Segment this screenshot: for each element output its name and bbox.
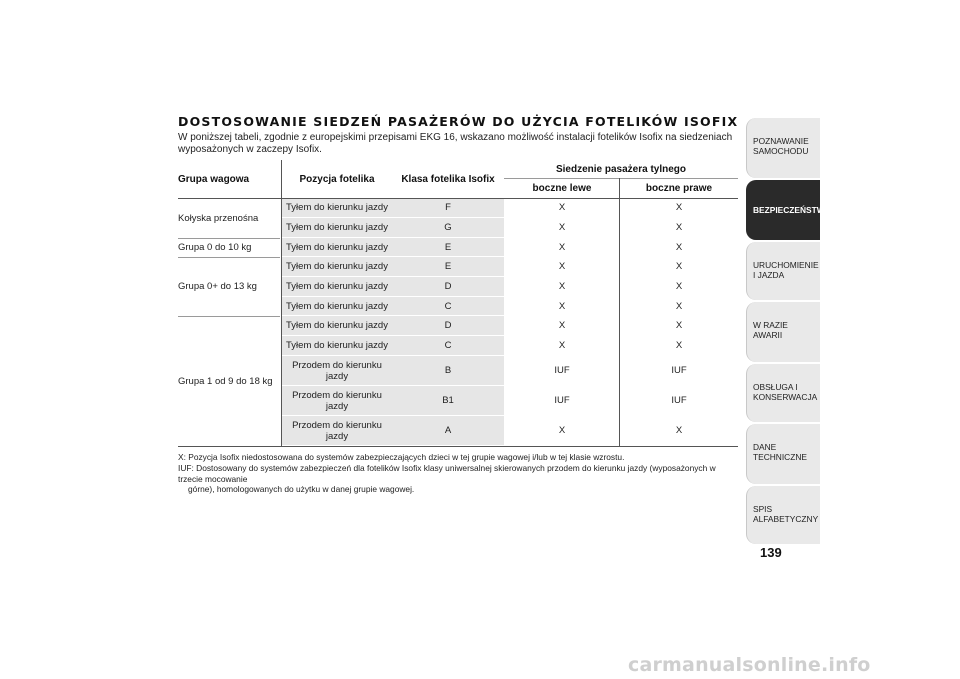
tab-uruchomienie[interactable]: URUCHOMIENIE I JAZDA xyxy=(746,242,820,300)
footnote-iuf-line1: IUF: Dostosowany do systemów zabezpieczeń dla fotelików Isofix klasy uniwersalnej skierowanych przodem do kierunku jazdy (wyposażonych w trzecie mocowanie xyxy=(178,463,716,484)
tab-bezpieczenstwo[interactable]: BEZPIECZEŃSTWO xyxy=(746,180,820,240)
cell-left: X xyxy=(558,320,566,331)
cell-position: Tyłem do kierunku jazdy xyxy=(282,336,392,355)
cell-position: Tyłem do kierunku jazdy xyxy=(282,257,392,276)
cell-class: G xyxy=(392,218,504,237)
cell-left: X xyxy=(558,300,566,312)
cell-right: X xyxy=(675,222,683,233)
group-0plus: Grupa 0+ do 13 kg xyxy=(178,281,257,292)
cell-class: A xyxy=(392,416,504,445)
cell-position: Tyłem do kierunku jazdy xyxy=(282,277,392,296)
page-number: 139 xyxy=(760,545,782,560)
cell-right: X xyxy=(675,425,683,436)
header-group: Grupa wagowa xyxy=(178,173,250,185)
cell-right: X xyxy=(675,300,683,312)
cell-position: Przodem do kierunku jazdy xyxy=(282,356,392,385)
cell-left: X xyxy=(558,340,566,351)
tab-poznawanie[interactable]: POZNAWANIE SAMOCHODU xyxy=(746,118,820,178)
cell-class: E xyxy=(392,238,504,256)
cell-left: X xyxy=(558,202,566,213)
footnote-iuf-line2: górne), homologowanych do użytku w danej grupie wagowej. xyxy=(188,484,415,494)
tab-dane-techniczne[interactable]: DANE TECHNICZNE xyxy=(746,424,820,484)
group-1: Grupa 1 od 9 do 18 kg xyxy=(178,375,273,387)
header-right-side: boczne prawe xyxy=(645,183,713,194)
footnote-x: X: Pozycja Isofix niedostosowana do systemów zabezpieczających dzieci w tej grupie wagowej i/lub w tej klasie wzrostu. xyxy=(178,452,625,462)
cell-right: X xyxy=(675,261,683,272)
group-0: Grupa 0 do 10 kg xyxy=(178,242,252,253)
cell-class: E xyxy=(392,257,504,276)
cell-right: X xyxy=(675,202,683,213)
cell-left: X xyxy=(558,425,566,436)
tab-obsluga[interactable]: OBSŁUGA I KONSERWACJA xyxy=(746,364,820,422)
cell-right: IUF xyxy=(671,365,687,376)
cell-position: Tyłem do kierunku jazdy xyxy=(282,316,392,335)
cell-left: IUF xyxy=(554,395,570,406)
cell-right: IUF xyxy=(671,395,687,406)
cell-class: B xyxy=(392,356,504,385)
header-left-side: boczne lewe xyxy=(532,183,592,194)
cell-left: X xyxy=(558,241,566,253)
cell-class: D xyxy=(392,277,504,296)
cell-class: F xyxy=(392,198,504,217)
cell-right: X xyxy=(675,320,683,331)
header-class: Klasa fotelika Isofix xyxy=(401,173,495,185)
tab-w-razie-awarii[interactable]: W RAZIE AWARII xyxy=(746,302,820,362)
cell-position: Przodem do kierunku jazdy xyxy=(282,416,392,445)
cell-position: Przodem do kierunku jazdy xyxy=(282,386,392,415)
cell-right: X xyxy=(675,340,683,351)
isofix-table xyxy=(178,160,738,446)
cell-class: B1 xyxy=(392,386,504,415)
cell-right: X xyxy=(675,241,683,253)
cell-position: Tyłem do kierunku jazdy xyxy=(282,218,392,237)
group-carrycot: Kołyska przenośna xyxy=(178,212,259,224)
cell-right: X xyxy=(675,281,683,292)
footnote-iuf xyxy=(178,463,738,495)
cell-left: X xyxy=(558,222,566,233)
cell-left: X xyxy=(558,261,566,272)
cell-left: IUF xyxy=(554,365,570,376)
cell-position: Tyłem do kierunku jazdy xyxy=(282,297,392,315)
cell-class: C xyxy=(392,336,504,355)
cell-class: C xyxy=(392,297,504,315)
intro-text: W poniższej tabeli, zgodnie z europejskimi przepisami EKG 16, wskazano możliwość instalacji fotelików Isofix na siedzeniach wyposażonych w zaczepy Isofix. xyxy=(178,132,733,155)
cell-position: Tyłem do kierunku jazdy xyxy=(282,238,392,256)
header-position: Pozycja fotelika xyxy=(299,173,375,185)
cell-position: Tyłem do kierunku jazdy xyxy=(282,198,392,217)
header-rear-seat: Siedzenie pasażera tylnego xyxy=(555,163,687,175)
cell-left: X xyxy=(558,281,566,292)
watermark: carmanualsonline.info xyxy=(628,654,871,676)
page-title: DOSTOSOWANIE SIEDZEŃ PASAŻERÓW DO UŻYCIA FOTELIKÓW ISOFIX xyxy=(178,114,739,129)
cell-class: D xyxy=(392,316,504,335)
tab-spis[interactable]: SPIS ALFABETYCZNY xyxy=(746,486,820,544)
